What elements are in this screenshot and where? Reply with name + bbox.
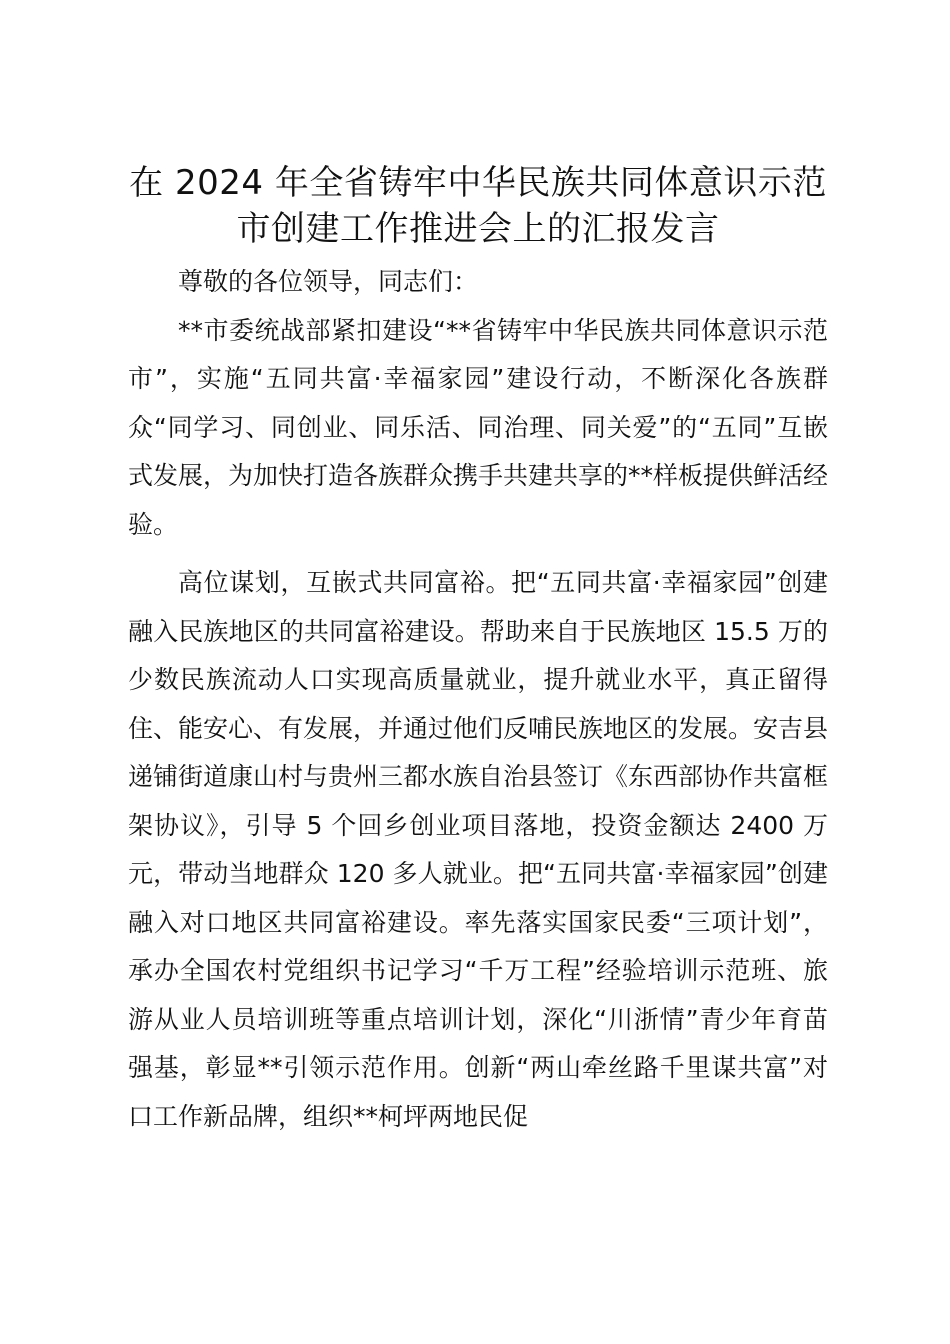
document-title — [128, 160, 828, 252]
paragraph-section-1: 高位谋划，互嵌式共同富裕。把“五同共富·幸福家园”创建融入民族地区的共同富裕建设。帮助来自于民族地区 15.5 万的少数民族流动人口实现高质量就业，提升就业水平，真正留得住、能安心、有发展，并通过他们反哺民族地区的发展。安吉县递铺街道康山村与贵州三都水族自治县签订《东西部协作共富框架协议》，引导 5 个回乡创业项目落地，投资金额达 2400 万元，带动当地群众 120 多人就业。把“五同共富·幸福家园”创建融入对口地区共同富裕建设。率先落实国家民委“三项计划”，承办全国农村党组织书记学习“千万工程”经验培训示范班、旅游从业人员培训班等重点培训计划，深化“川浙情”青少年育苗强基，彰显**引领示范作用。创新“两山牵丝路千里谋共富”对口工作新品牌，组织**柯坪两地民促 — [128, 568, 829, 1131]
salutation: 尊敬的各位领导，同志们： — [178, 267, 479, 296]
document-body — [128, 258, 828, 1141]
title-line-1: 在 2024 年全省铸牢中华民族共同体意识示范 — [129, 163, 827, 203]
document-page — [128, 160, 828, 1141]
title-line-2: 市创建工作推进会上的汇报发言 — [236, 209, 720, 249]
paragraph-intro: **市委统战部紧扣建设“**省铸牢中华民族共同体意识示范市”，实施“五同共富·幸福家园”建设行动，不断深化各族群众“同学习、同创业、同乐活、同治理、同关爱”的“五同”互嵌式发展，为加快打造各族群众携手共建共享的**样板提供鲜活经验。 — [128, 315, 829, 539]
